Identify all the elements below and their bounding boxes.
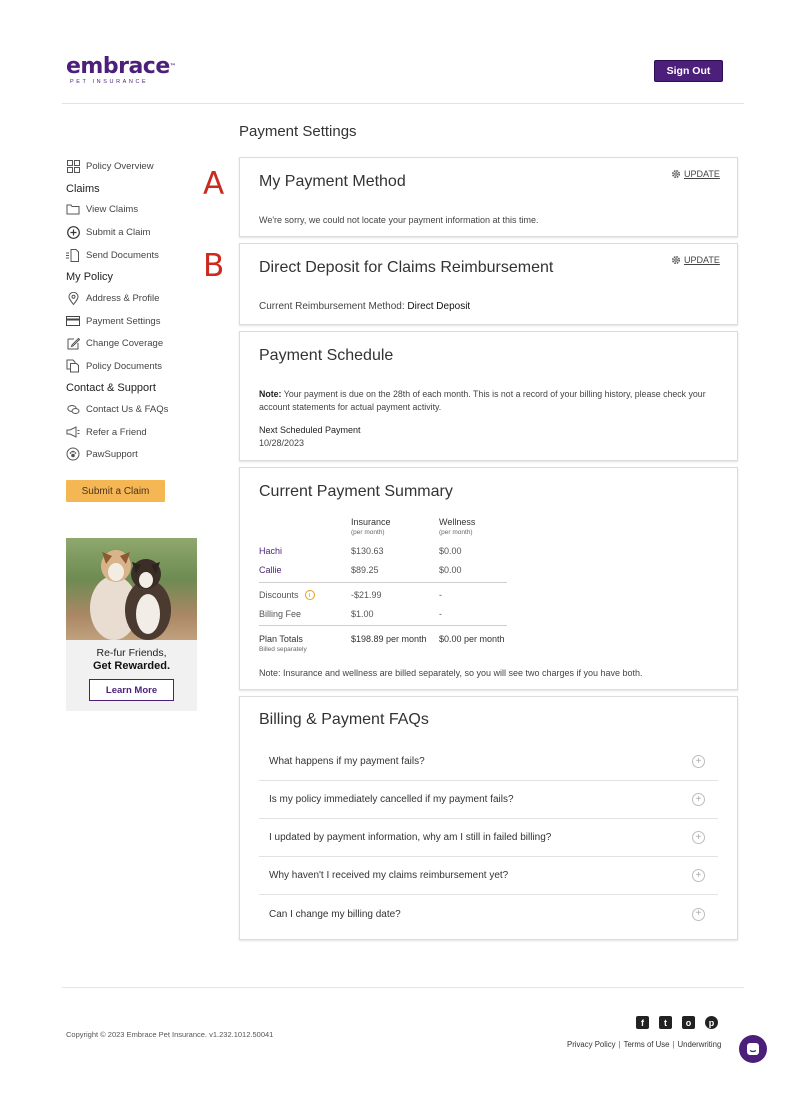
faq-item[interactable] — [259, 895, 718, 933]
sidebar-item-pawsupport[interactable] — [66, 446, 138, 462]
payment-method-message: We're sorry, we could not locate your payment information at this time. — [259, 215, 539, 225]
sidebar-item-label: Policy Documents — [86, 360, 163, 372]
faq-item[interactable] — [259, 781, 718, 819]
discounts-label — [259, 590, 315, 600]
document-send-icon — [66, 248, 80, 262]
payment-schedule-title: Payment Schedule — [259, 347, 394, 364]
sidebar-item-policy-documents[interactable] — [66, 358, 162, 374]
next-payment-date: 10/28/2023 — [259, 438, 305, 448]
link-separator: | — [672, 1040, 675, 1049]
reimbursement-method-value: Direct Deposit — [407, 301, 471, 312]
reimbursement-method-label: Current Reimbursement Method: — [259, 301, 405, 312]
payment-summary-card — [239, 467, 738, 690]
link-separator: | — [618, 1040, 621, 1049]
chat-launcher-button[interactable] — [739, 1035, 767, 1063]
sidebar-item-send-documents[interactable] — [66, 247, 159, 263]
plus-circle-icon — [66, 225, 80, 239]
summary-divider — [259, 582, 507, 583]
instagram-icon[interactable]: o — [682, 1016, 695, 1029]
hachi-insurance: $130.63 — [351, 546, 384, 556]
expand-plus-icon[interactable]: + — [692, 831, 705, 844]
insurance-column-header: Insurance — [351, 517, 391, 527]
faq-item[interactable] — [259, 743, 718, 781]
plan-totals-wellness: $0.00 per month — [439, 634, 505, 644]
sidebar-item-label: Payment Settings — [86, 315, 161, 327]
folder-icon — [66, 202, 80, 216]
footer-links — [567, 1040, 721, 1049]
logo-subtitle: PET INSURANCE — [70, 79, 149, 85]
sidebar-item-label: Submit a Claim — [86, 226, 151, 238]
logo-wordmark: embrace — [66, 54, 170, 79]
wellness-column-header: Wellness — [439, 517, 476, 527]
privacy-policy-link[interactable]: Privacy Policy — [567, 1040, 616, 1049]
annotation-marker-a: A — [203, 166, 225, 202]
expand-plus-icon[interactable]: + — [692, 869, 705, 882]
callie-wellness: $0.00 — [439, 565, 462, 575]
wellness-per-month: (per month) — [439, 529, 473, 536]
sidebar-heading-contact-support: Contact & Support — [66, 382, 156, 394]
sidebar-item-label: Change Coverage — [86, 337, 164, 349]
payment-method-title: My Payment Method — [259, 173, 406, 190]
social-links — [636, 1016, 718, 1029]
edit-icon — [66, 336, 80, 350]
sidebar-item-address-profile[interactable] — [66, 290, 159, 306]
header-divider — [62, 103, 744, 104]
payment-schedule-note — [259, 388, 729, 414]
plan-totals-label: Plan Totals — [259, 634, 303, 644]
footer-divider — [62, 987, 744, 988]
underwriting-link[interactable]: Underwriting — [677, 1040, 722, 1049]
learn-more-button[interactable]: Learn More — [89, 679, 174, 701]
facebook-icon[interactable]: f — [636, 1016, 649, 1029]
sidebar-item-refer-friend[interactable] — [66, 424, 147, 440]
gear-icon — [671, 169, 681, 179]
megaphone-icon — [66, 425, 80, 439]
promo-line-2: Get Rewarded. — [92, 660, 171, 672]
payment-summary-title: Current Payment Summary — [259, 483, 453, 500]
expand-plus-icon[interactable]: + — [692, 755, 705, 768]
sidebar-item-label: View Claims — [86, 203, 139, 215]
next-payment-label: Next Scheduled Payment — [259, 425, 361, 435]
submit-claim-button[interactable]: Submit a Claim — [66, 480, 165, 502]
discounts-insurance: -$21.99 — [351, 590, 382, 600]
pet-name-callie[interactable]: Callie — [259, 565, 282, 575]
credit-card-icon — [66, 314, 80, 328]
discounts-text: Discounts — [259, 590, 299, 600]
note-label: Note: — [259, 389, 282, 399]
direct-deposit-title: Direct Deposit for Claims Reimbursement — [259, 259, 554, 276]
faq-item[interactable] — [259, 857, 718, 895]
payment-method-card — [239, 157, 738, 237]
logo-trademark: ™ — [169, 63, 176, 70]
sidebar-heading-my-policy: My Policy — [66, 271, 114, 283]
annotation-marker-b: B — [203, 248, 225, 284]
faq-question: What happens if my payment fails? — [269, 756, 425, 767]
billing-faqs-title: Billing & Payment FAQs — [259, 711, 429, 728]
promo-line-1: Re-fur Friends, — [96, 647, 167, 659]
note-text: Your payment is due on the 28th of each month. This is not a record of your billing history, please check your account statements for actual payment activity. — [259, 389, 706, 412]
sidebar-item-change-coverage[interactable] — [66, 335, 163, 351]
sidebar-item-contact-faqs[interactable] — [66, 401, 168, 417]
embrace-logo[interactable] — [66, 56, 175, 85]
sidebar-heading-claims: Claims — [66, 183, 100, 195]
sidebar-item-label: Policy Overview — [86, 160, 154, 172]
sidebar-item-label: PawSupport — [86, 448, 138, 460]
location-pin-icon — [66, 291, 80, 305]
payment-schedule-card — [239, 331, 738, 461]
sidebar-item-label: Send Documents — [86, 249, 159, 261]
sidebar-item-payment-settings[interactable] — [66, 313, 160, 329]
chat-icon — [746, 1042, 760, 1056]
pet-name-hachi[interactable]: Hachi — [259, 546, 283, 556]
page-title: Payment Settings — [239, 123, 357, 140]
faq-item[interactable] — [259, 819, 718, 857]
billing-faqs-card — [239, 696, 738, 940]
direct-deposit-card — [239, 243, 738, 325]
header — [0, 0, 804, 104]
sidebar-item-label: Refer a Friend — [86, 426, 147, 438]
payment-method-update-link[interactable] — [671, 169, 720, 179]
billing-fee-insurance: $1.00 — [351, 609, 374, 619]
referral-promo-card — [66, 538, 197, 711]
twitter-icon[interactable]: t — [659, 1016, 672, 1029]
sidebar-item-policy-overview[interactable] — [66, 158, 154, 174]
plan-totals-insurance: $198.89 per month — [351, 634, 427, 644]
callie-insurance: $89.25 — [351, 565, 379, 575]
terms-of-use-link[interactable]: Terms of Use — [623, 1040, 670, 1049]
sign-out-button[interactable]: Sign Out — [654, 60, 723, 82]
documents-icon — [66, 359, 80, 373]
discounts-wellness: - — [439, 590, 442, 600]
sidebar-item-view-claims[interactable] — [66, 201, 138, 217]
sidebar-item-label: Address & Profile — [86, 292, 160, 304]
billing-fee-wellness: - — [439, 609, 442, 619]
sidebar-item-label: Contact Us & FAQs — [86, 403, 169, 415]
billing-footnote: Note: Insurance and wellness are billed separately, so you will see two charges if you have both. — [259, 668, 643, 678]
direct-deposit-update-link[interactable] — [671, 255, 720, 265]
copyright-text: Copyright © 2023 Embrace Pet Insurance. v1.232.1012.50041 — [66, 1030, 274, 1039]
faq-question: Can I change my billing date? — [269, 908, 401, 920]
dogs-photo — [66, 538, 197, 640]
billing-fee-label: Billing Fee — [259, 609, 302, 619]
chat-bubbles-icon — [66, 402, 80, 416]
plan-totals-sub: Billed separately — [259, 646, 307, 653]
expand-plus-icon[interactable]: + — [692, 908, 705, 921]
gear-icon — [671, 255, 681, 265]
summary-divider — [259, 625, 507, 626]
update-label: UPDATE — [684, 255, 720, 265]
insurance-per-month: (per month) — [351, 529, 385, 536]
reimbursement-method — [259, 301, 470, 312]
grid-icon — [66, 159, 80, 173]
paw-icon — [66, 447, 80, 461]
faq-question: Is my policy immediately cancelled if my payment fails? — [269, 794, 514, 805]
info-icon[interactable]: i — [305, 590, 315, 600]
faq-question: I updated by payment information, why am I still in failed billing? — [269, 832, 552, 843]
pinterest-icon[interactable]: p — [705, 1016, 718, 1029]
sidebar-item-submit-claim[interactable] — [66, 224, 150, 240]
hachi-wellness: $0.00 — [439, 546, 462, 556]
expand-plus-icon[interactable]: + — [692, 793, 705, 806]
faq-question: Why haven't I received my claims reimbursement yet? — [269, 870, 509, 881]
update-label: UPDATE — [684, 169, 720, 179]
